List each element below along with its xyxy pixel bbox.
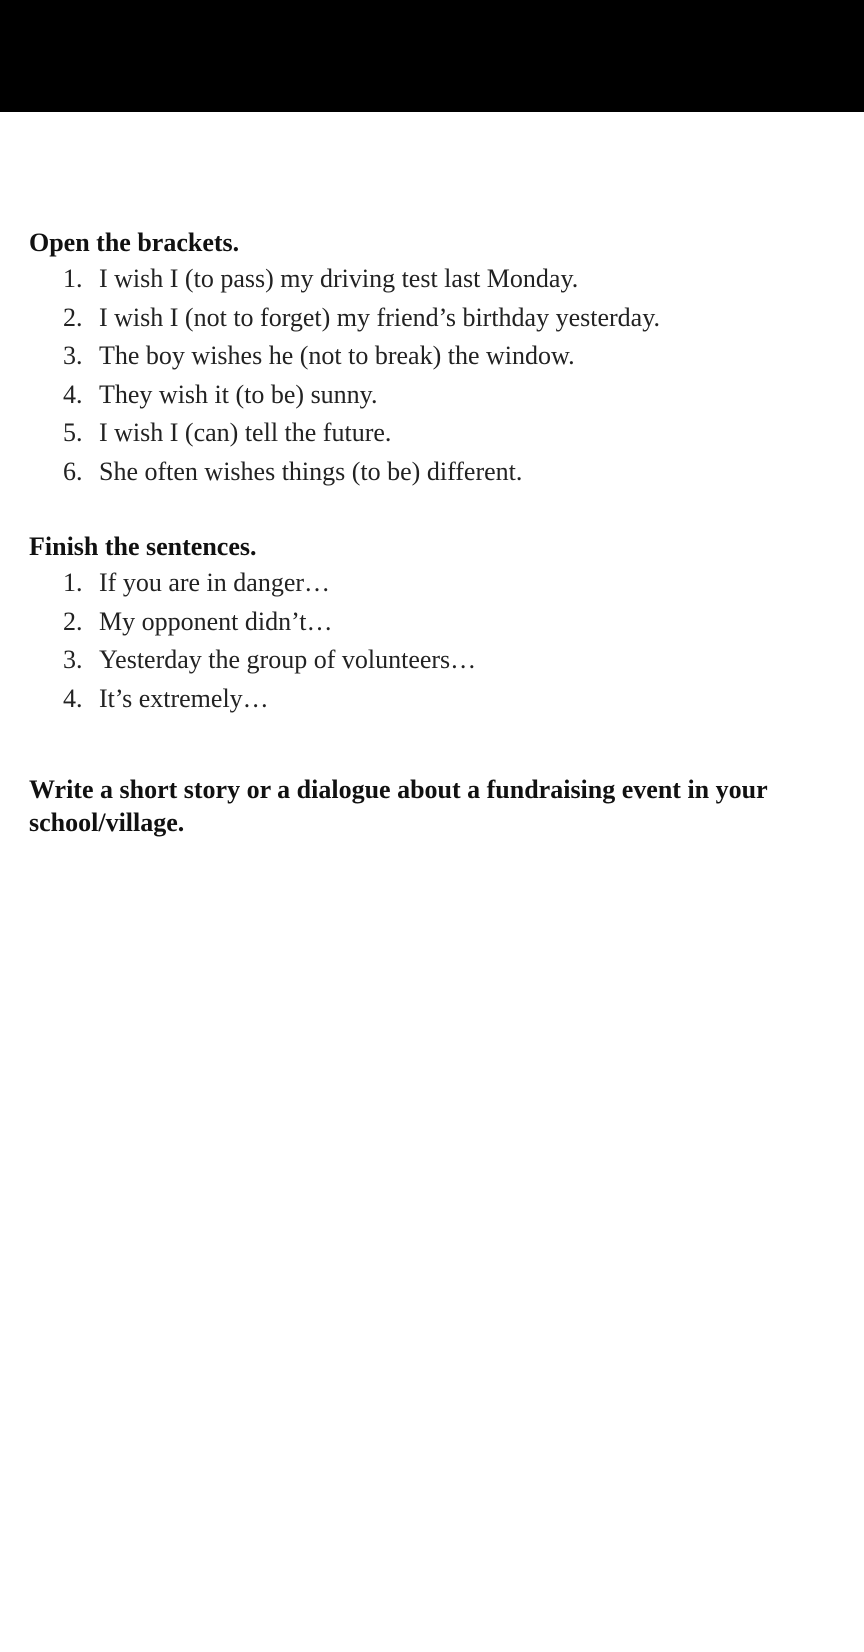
item-number: 1. [63, 568, 83, 597]
item-text: It’s extremely… [99, 683, 269, 713]
list-item [29, 299, 839, 338]
list-item [29, 603, 839, 642]
item-number: 4. [63, 683, 83, 713]
list-item [29, 414, 839, 453]
section-open-brackets [29, 226, 839, 491]
item-text: The boy wishes he (not to break) the window. [99, 341, 575, 370]
item-number: 2. [63, 606, 83, 636]
list-item [29, 376, 839, 415]
item-text: If you are in danger… [99, 568, 331, 597]
item-number: 5. [63, 418, 83, 447]
item-text: My opponent didn’t… [99, 606, 333, 636]
item-number: 3. [63, 645, 83, 674]
list-item [29, 641, 839, 680]
list-item [29, 337, 839, 376]
list-item [29, 680, 839, 719]
item-text: I wish I (not to forget) my friend’s birthday yesterday. [99, 302, 661, 332]
item-number: 1. [63, 264, 83, 293]
section-write-story [29, 773, 839, 839]
item-text: I wish I (to pass) my driving test last Monday. [99, 264, 579, 293]
top-black-bar [0, 0, 864, 112]
item-number: 3. [63, 341, 83, 370]
section-heading: Write a short story or a dialogue about a fundraising event in your school/village. [29, 775, 768, 837]
task-list [29, 564, 839, 718]
item-text: Yesterday the group of volunteers… [99, 645, 477, 674]
list-item [29, 260, 839, 299]
item-text: I wish I (can) tell the future. [99, 418, 392, 447]
item-number: 6. [63, 456, 83, 486]
section-heading: Open the brackets. [29, 228, 240, 257]
section-finish-sentences [29, 530, 839, 718]
task-list [29, 260, 839, 491]
list-item [29, 564, 839, 603]
item-number: 2. [63, 302, 83, 332]
list-item [29, 453, 839, 492]
worksheet [29, 226, 839, 839]
section-heading: Finish the sentences. [29, 532, 257, 561]
item-text: They wish it (to be) sunny. [99, 379, 378, 409]
item-text: She often wishes things (to be) different. [99, 456, 523, 486]
item-number: 4. [63, 379, 83, 409]
